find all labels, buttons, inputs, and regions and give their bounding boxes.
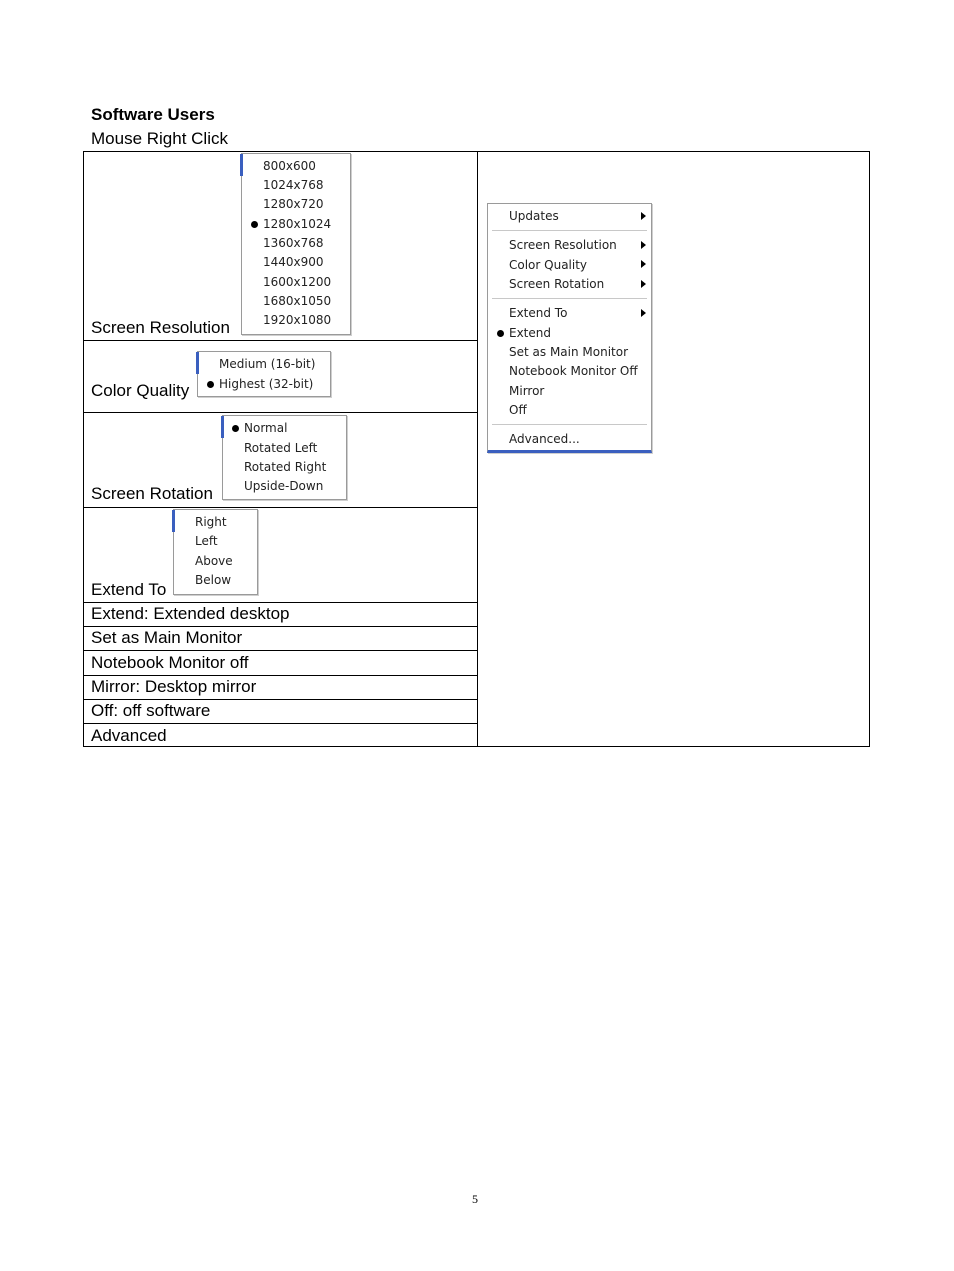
table-column-divider [477,151,478,747]
menu-item-color-medium[interactable]: Medium (16-bit) [219,357,316,371]
menu-item-extend-above[interactable]: Above [195,554,233,568]
selected-bullet-icon [232,425,239,432]
menu-item-resolution[interactable]: 1920x1080 [263,313,332,327]
row-label-advanced: Advanced [91,726,167,745]
menu-item-extend-left[interactable]: Left [195,534,218,548]
selected-bullet-icon [497,330,504,337]
row-label-off: Off: off software [91,701,211,720]
table-row-divider [83,626,478,627]
menu-accent-bar [196,352,199,374]
menu-item-resolution[interactable]: 1440x900 [263,255,324,269]
table-row-divider [83,723,478,724]
row-label-extend-to: Extend To [91,580,167,599]
page-number: 5 [472,1192,478,1206]
menu-item-extend-below[interactable]: Below [195,573,232,587]
submenu-arrow-icon [641,280,646,288]
table-row-divider [83,340,478,341]
table-row-divider [83,650,478,651]
table-row-divider [83,675,478,676]
context-item-extend[interactable]: Extend [509,326,551,340]
context-item-screen-rotation[interactable]: Screen Rotation [509,277,605,291]
menu-accent-bar [221,416,224,438]
menu-item-resolution[interactable]: 1360x768 [263,236,324,250]
table-row-divider [83,602,478,603]
context-item-set-main-monitor[interactable]: Set as Main Monitor [509,345,629,359]
menu-item-color-highest[interactable]: Highest (32-bit) [219,377,314,391]
row-label-notebook-monitor-off: Notebook Monitor off [91,653,249,672]
submenu-arrow-icon [641,212,646,220]
table-row-divider [83,507,478,508]
selected-bullet-icon [207,381,214,388]
submenu-arrow-icon [641,241,646,249]
menu-separator [492,424,647,425]
menu-item-resolution[interactable]: 1280x720 [263,197,324,211]
context-item-advanced[interactable]: Advanced... [509,432,580,446]
submenu-arrow-icon [641,309,646,317]
context-item-updates[interactable]: Updates [509,209,559,223]
resolution-submenu [241,153,351,335]
rotation-submenu [222,415,347,500]
extend-to-submenu [173,509,258,595]
row-label-screen-resolution: Screen Resolution [91,318,230,337]
table-row-divider [83,412,478,413]
menu-accent-bar [240,154,243,176]
context-item-mirror[interactable]: Mirror [509,384,545,398]
menu-item-resolution[interactable]: 1680x1050 [263,294,332,308]
section-title: Software Users [91,105,215,124]
menu-item-rotation-right[interactable]: Rotated Right [244,460,327,474]
color-quality-submenu [197,351,331,397]
row-label-screen-rotation: Screen Rotation [91,484,213,503]
row-label-color-quality: Color Quality [91,381,190,400]
row-label-mirror: Mirror: Desktop mirror [91,677,257,696]
context-item-screen-resolution[interactable]: Screen Resolution [509,238,617,252]
context-menu [487,203,652,453]
menu-item-resolution[interactable]: 1600x1200 [263,275,332,289]
menu-separator [492,298,647,299]
context-item-extend-to[interactable]: Extend To [509,306,568,320]
context-item-off[interactable]: Off [509,403,527,417]
selected-bullet-icon [251,221,258,228]
row-label-set-main-monitor: Set as Main Monitor [91,628,243,647]
table-row-divider [83,699,478,700]
menu-item-extend-right[interactable]: Right [195,515,227,529]
menu-item-resolution[interactable]: 1024x768 [263,178,324,192]
menu-item-rotation-left[interactable]: Rotated Left [244,441,318,455]
menu-item-rotation-upside-down[interactable]: Upside-Down [244,479,324,493]
row-label-extend: Extend: Extended desktop [91,604,290,623]
menu-item-resolution[interactable]: 800x600 [263,159,316,173]
menu-accent-bar [172,510,175,532]
menu-item-resolution-selected[interactable]: 1280x1024 [263,217,332,231]
context-item-color-quality[interactable]: Color Quality [509,258,588,272]
section-subtitle: Mouse Right Click [91,129,228,148]
submenu-arrow-icon [641,260,646,268]
context-item-notebook-monitor-off[interactable]: Notebook Monitor Off [509,364,638,378]
menu-separator [492,230,647,231]
menu-item-rotation-normal[interactable]: Normal [244,421,288,435]
